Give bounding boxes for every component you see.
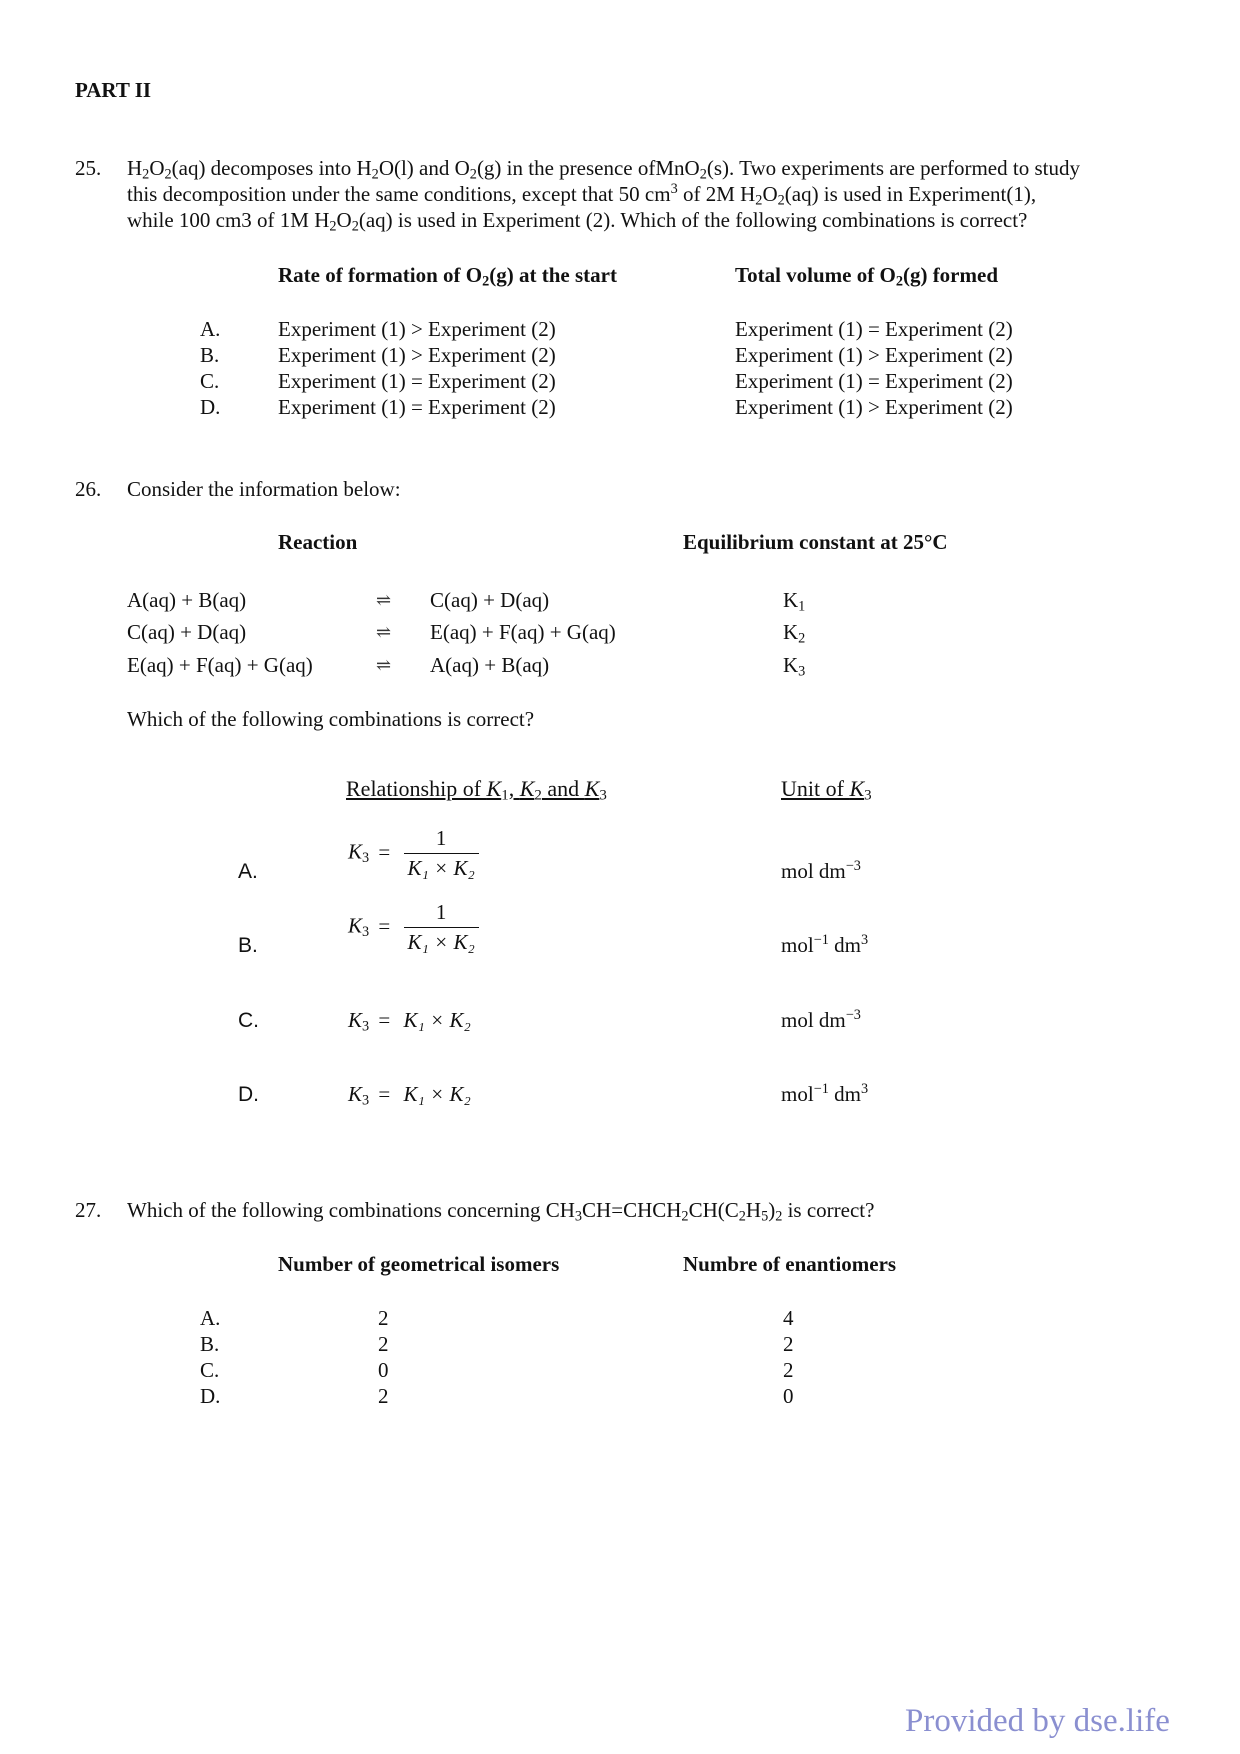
q27-option-a-letter: A. xyxy=(200,1306,221,1330)
q26-reaction-3-left: E(aq) + F(aq) + G(aq) xyxy=(127,653,313,677)
q26-option-c-letter: C. xyxy=(238,1009,259,1032)
q26-reaction-2-right: E(aq) + F(aq) + G(aq) xyxy=(430,620,616,644)
q26-header-relationship: Relationship of $K_1$, $K_2$ and $K_3$ xyxy=(346,776,607,804)
q25-header-rate: Rate of formation of $O_2(g)$ at the start xyxy=(278,263,617,290)
q25-option-a-volume: Experiment (1) = Experiment (2) xyxy=(735,317,1013,341)
q25-option-a-rate: Experiment (1) > Experiment (2) xyxy=(278,317,556,341)
q26-option-d-relationship: $K_3 = K_1 \times K_2$ xyxy=(348,1082,471,1109)
q27-option-a-enantiomers: 4 xyxy=(783,1306,794,1330)
q26-option-b-letter: B. xyxy=(238,934,258,957)
q25-option-d-letter: D. xyxy=(200,395,221,419)
q26-reaction-1-arrow: ⇌ xyxy=(376,590,392,610)
q26-reaction-3-right: A(aq) + B(aq) xyxy=(430,653,550,677)
q26-number: 26. xyxy=(75,477,102,501)
q27-header-enantiomers: Numbre of enantiomers xyxy=(683,1252,897,1276)
q27-number: 27. xyxy=(75,1198,102,1222)
q26-option-b-relationship: $K_3$ = $\frac{1}{\text{K₁ × K₂}}$ xyxy=(348,900,479,955)
q27-header-geometrical: Number of geometrical isomers xyxy=(278,1252,560,1276)
q25-option-c-rate: Experiment (1) = Experiment (2) xyxy=(278,369,556,393)
q26-reaction-2-left: C(aq) + D(aq) xyxy=(127,620,247,644)
q27-option-d-geometrical: 2 xyxy=(378,1384,389,1408)
q26-question: Which of the following combinations is correct? xyxy=(127,707,535,731)
q27-option-a-geometrical: 2 xyxy=(378,1306,389,1330)
q26-reaction-1-left: A(aq) + B(aq) xyxy=(127,588,247,612)
q25-option-b-letter: B. xyxy=(200,343,220,367)
q26-reaction-3-constant: $K_3$ xyxy=(783,653,806,680)
q26-reaction-1-constant: $K_1$ xyxy=(783,588,806,615)
q26-reaction-2-arrow: ⇌ xyxy=(376,622,392,642)
q27-option-d-letter: D. xyxy=(200,1384,221,1408)
q26-option-a-unit: mol $dm^{-3}$ xyxy=(781,858,861,883)
q25-option-d-rate: Experiment (1) = Experiment (2) xyxy=(278,395,556,419)
q26-intro: Consider the information below: xyxy=(127,477,401,501)
part-title: PART II xyxy=(75,78,152,102)
q26-option-b-unit: mol$^{-1}$ $dm^3$ xyxy=(781,932,869,957)
q25-option-d-volume: Experiment (1) > Experiment (2) xyxy=(735,395,1013,419)
q27-option-b-enantiomers: 2 xyxy=(783,1332,794,1356)
q27-option-c-geometrical: 0 xyxy=(378,1358,389,1382)
q26-option-c-unit: mol $dm^{-3}$ xyxy=(781,1007,861,1032)
q25-option-b-volume: Experiment (1) > Experiment (2) xyxy=(735,343,1013,367)
q26-header-reaction: Reaction xyxy=(278,530,358,554)
q27-option-d-enantiomers: 0 xyxy=(783,1384,794,1408)
q26-option-a-relationship: $K_3$ = $\frac{1}{\text{K₁ × K₂}}$ xyxy=(348,826,479,881)
q25-option-c-letter: C. xyxy=(200,369,220,393)
q27-option-b-geometrical: 2 xyxy=(378,1332,389,1356)
q27-option-c-letter: C. xyxy=(200,1358,220,1382)
q25-text-line1: $H_2O_2(aq)$ decomposes into $H_2O(l)$ and $O_2(g)$ in the presence ofMnO$_2$(s). Two experiments are performed to study xyxy=(127,156,1080,183)
q26-reaction-1-right: C(aq) + D(aq) xyxy=(430,588,550,612)
q25-text-line3: while 100 cm3 of 1M $H_2O_2(aq)$ is used in Experiment (2). Which of the following combinations is correct? xyxy=(127,208,1028,235)
q26-option-a-letter: A. xyxy=(238,860,258,883)
q25-option-c-volume: Experiment (1) = Experiment (2) xyxy=(735,369,1013,393)
q26-option-d-letter: D. xyxy=(238,1083,259,1106)
q26-header-constant: Equilibrium constant at 25°C xyxy=(683,530,948,554)
q25-header-volume: Total volume of $O_2(g)$ formed xyxy=(735,263,998,290)
q25-option-a-letter: A. xyxy=(200,317,221,341)
q26-option-d-unit: mol$^{-1}$ $dm^3$ xyxy=(781,1081,869,1106)
q26-reaction-2-constant: $K_2$ xyxy=(783,620,806,647)
footer-provided-by: Provided by dse.life xyxy=(905,1703,1170,1739)
q27-option-b-letter: B. xyxy=(200,1332,220,1356)
q27-text: Which of the following combinations concerning $CH_3CH=CHCH_2CH(C_2H_5)_2$ is correct? xyxy=(127,1198,875,1225)
q26-reaction-3-arrow: ⇌ xyxy=(376,655,392,675)
q25-number: 25. xyxy=(75,156,102,180)
q25-option-b-rate: Experiment (1) > Experiment (2) xyxy=(278,343,556,367)
q26-option-c-relationship: $K_3 = K_1 \times K_2$ xyxy=(348,1008,471,1035)
q27-option-c-enantiomers: 2 xyxy=(783,1358,794,1382)
q26-header-unit: Unit of $K_3$ xyxy=(781,776,872,804)
q25-text-line2: this decomposition under the same conditions, except that 50 $cm^3$ of 2M $H_2O_2(aq)$ is used in Experiment(1), xyxy=(127,181,1037,209)
